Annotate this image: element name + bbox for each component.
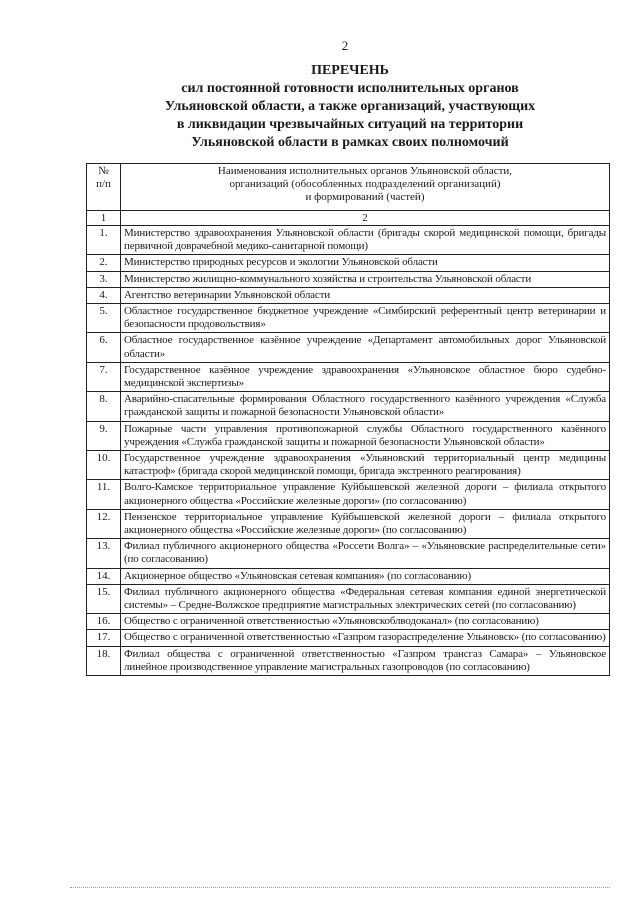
row-organization-name: Государственное казённое учреждение здравоохранения «Ульяновское областное бюро судебно-медицинской экспертизы» [121, 362, 610, 391]
column-index-row [87, 211, 610, 226]
title-line: сил постоянной готовности исполнительных органов [181, 81, 519, 96]
row-organization-name: Областное государственное бюджетное учреждение «Симбирский референтный центр ветеринарии и безопасности продовольствия» [121, 304, 610, 333]
table-row [87, 333, 610, 362]
row-number: 3. [87, 271, 121, 287]
row-organization-name: Министерство природных ресурсов и экологии Ульяновской области [121, 255, 610, 271]
row-number: 9. [87, 421, 121, 450]
page-number: 2 [341, 38, 349, 53]
table-body [87, 226, 610, 676]
header-name-line: Наименования исполнительных органов Ульяновской области, [217, 165, 513, 177]
row-number: 11. [87, 480, 121, 509]
row-number: 16. [87, 614, 121, 630]
header-name-line: организаций (обособленных подразделений организаций) [229, 178, 501, 191]
table-row [87, 630, 610, 646]
row-organization-name: Областное государственное казённое учреждение «Департамент автомобильных дорог Ульяновской области» [121, 333, 610, 362]
row-organization-name: Волго-Камское территориальное управление Куйбышевской железной дороги – филиала открытого акционерного общества «Российские железные дороги» (по согласованию) [121, 480, 610, 509]
row-organization-name: Пензенское территориальное управление Куйбышевской железной дороги – филиала открытого акционерного общества «Российские железные дороги» (по согласованию) [121, 509, 610, 538]
row-organization-name: Филиал публичного акционерного общества «Россети Волга» – «Ульяновские распределительные сети» (по согласованию) [121, 539, 610, 568]
row-number: 10. [87, 451, 121, 480]
row-organization-name: Филиал публичного акционерного общества «Федеральная сетевая компания единой энергетической системы» – Средне-Волжское предприятие магистральных электрических сетей (по согласованию) [121, 584, 610, 613]
header-name-line: и формирований (частей) [305, 191, 425, 204]
row-number: 4. [87, 287, 121, 303]
table-row [87, 226, 610, 255]
column-index: 1 [87, 211, 121, 226]
row-number: 1. [87, 226, 121, 255]
row-number: 5. [87, 304, 121, 333]
row-organization-name: Министерство здравоохранения Ульяновской области (бригады скорой медицинской помощи, бригады первичной доврачебной медико-санитарной помощи) [121, 226, 610, 255]
row-organization-name: Министерство жилищно-коммунального хозяйства и строительства Ульяновской области [121, 271, 610, 287]
title-line: Ульяновской области в рамках своих полномочий [191, 135, 509, 150]
header-number-abbr: п/п [96, 178, 111, 191]
header-number-symbol: № [98, 165, 109, 177]
row-organization-name: Акционерное общество «Ульяновская сетевая компания» (по согласованию) [121, 568, 610, 584]
header-name [121, 164, 610, 211]
table-row [87, 392, 610, 421]
title-heading: ПЕРЕЧЕНЬ [311, 63, 389, 78]
row-number: 2. [87, 255, 121, 271]
table-row [87, 584, 610, 613]
table-row [87, 271, 610, 287]
row-organization-name: Общество с ограниченной ответственностью «Газпром газораспределение Ульяновск» (по согласованию) [121, 630, 610, 646]
table-header-row [87, 164, 610, 211]
organizations-table [86, 163, 610, 676]
row-number: 15. [87, 584, 121, 613]
table-row [87, 614, 610, 630]
row-organization-name: Аварийно-спасательные формирования Областного государственного казённого учреждения «Служба гражданской защиты и пожарной безопасности Ульяновской области» [121, 392, 610, 421]
row-number: 13. [87, 539, 121, 568]
header-number [87, 164, 121, 211]
row-number: 18. [87, 646, 121, 675]
table-row [87, 255, 610, 271]
document-title [100, 62, 600, 152]
row-organization-name: Пожарные части управления противопожарной службы Областного государственного казённого учреждения «Служба гражданской защиты и пожарной безопасности Ульяновской области» [121, 421, 610, 450]
table-row [87, 421, 610, 450]
row-organization-name: Общество с ограниченной ответственностью «Ульяновскоблводоканал» (по согласованию) [121, 614, 610, 630]
scan-edge-line [70, 887, 610, 890]
table-row [87, 287, 610, 303]
row-number: 8. [87, 392, 121, 421]
row-number: 7. [87, 362, 121, 391]
table-row [87, 480, 610, 509]
title-line: в ликвидации чрезвычайных ситуаций на территории [176, 117, 524, 132]
column-index: 2 [121, 211, 610, 226]
row-number: 12. [87, 509, 121, 538]
table-row [87, 568, 610, 584]
table-row [87, 646, 610, 675]
row-organization-name: Государственное учреждение здравоохранения «Ульяновский территориальный центр медицины катастроф» (бригада скорой медицинской помощи, бригада экстренного реагирования) [121, 451, 610, 480]
row-organization-name: Агентство ветеринарии Ульяновской области [121, 287, 610, 303]
row-number: 14. [87, 568, 121, 584]
title-line: Ульяновской области, а также организаций, участвующих [164, 99, 536, 114]
table-row [87, 451, 610, 480]
table-row [87, 304, 610, 333]
table-row [87, 539, 610, 568]
table-row [87, 362, 610, 391]
row-organization-name: Филиал общества с ограниченной ответственностью «Газпром трансгаз Самара» – Ульяновское линейное производственное управление магистральных газопроводов (по согласованию) [121, 646, 610, 675]
row-number: 17. [87, 630, 121, 646]
table-row [87, 509, 610, 538]
row-number: 6. [87, 333, 121, 362]
